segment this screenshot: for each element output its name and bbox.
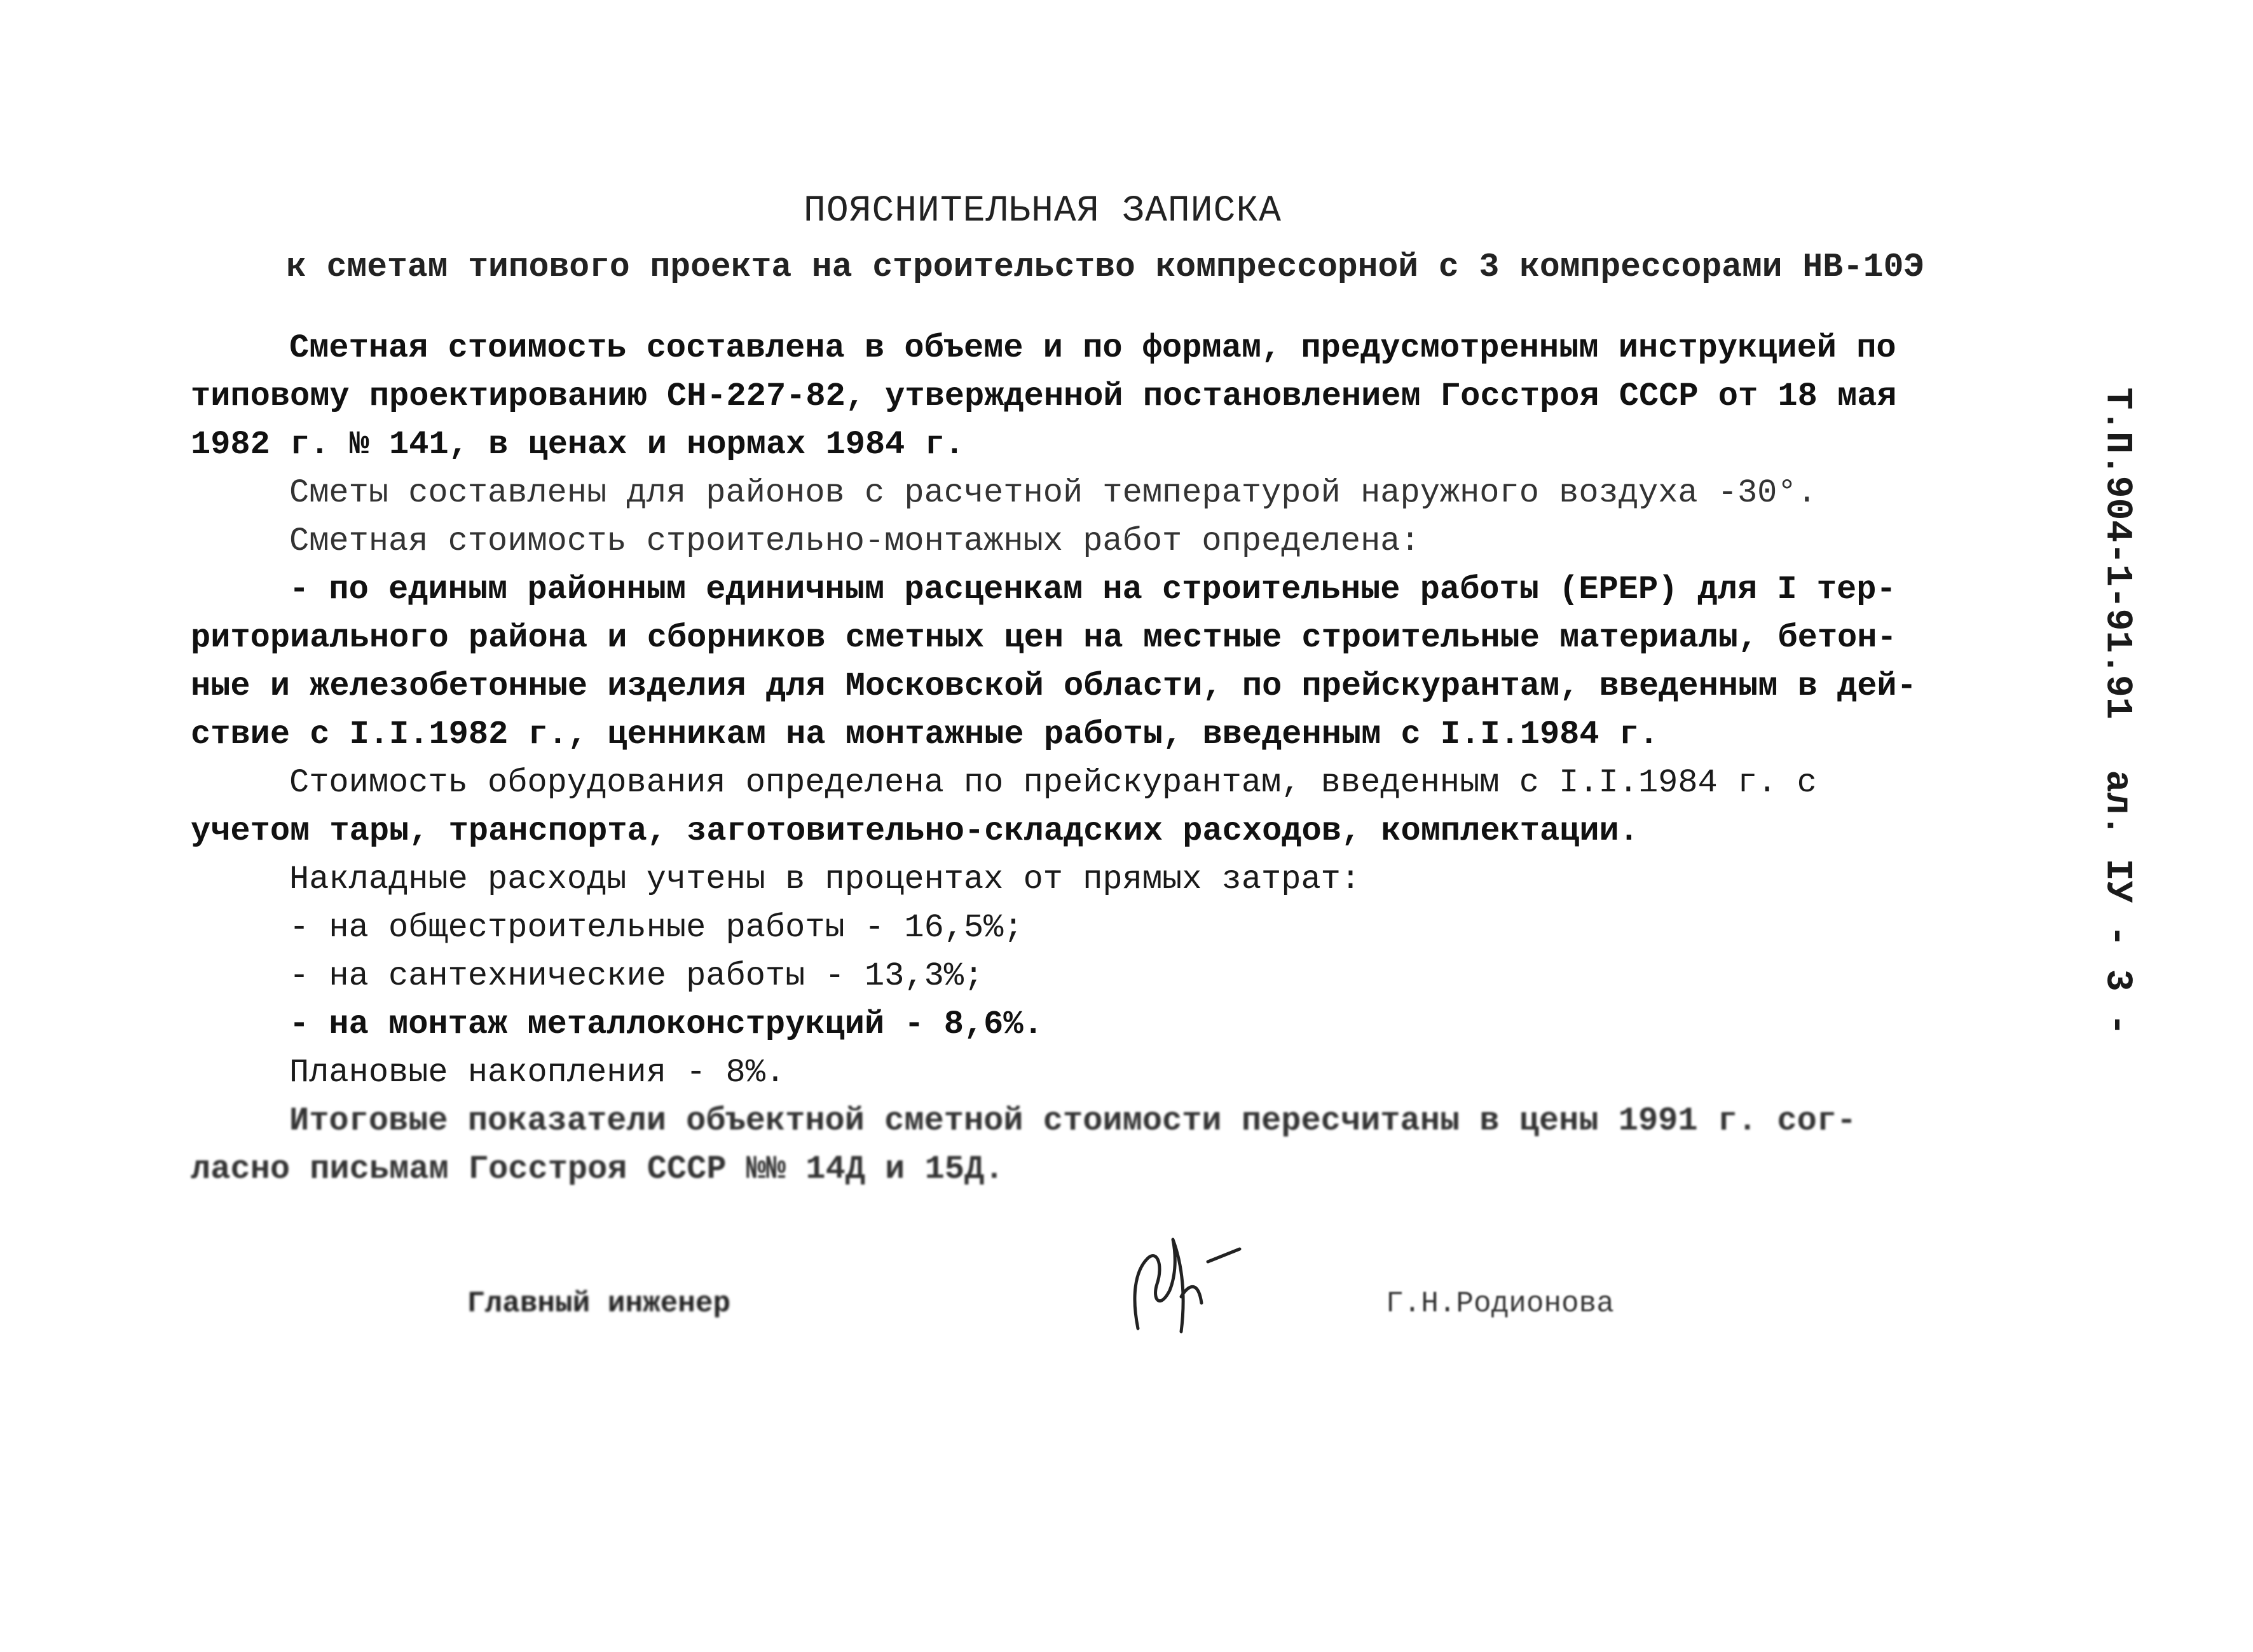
- body-line: Стоимость оборудования определена по прейскурантам, введенным с I.I.1984 г. с: [289, 764, 1817, 802]
- project-code-text: Т.П.904-1-91.91: [2096, 386, 2138, 720]
- body-line: - на сантехнические работы - 13,3%;: [289, 957, 984, 995]
- signer-name: Г.Н.Родионова: [1386, 1287, 1614, 1320]
- side-sheet-number: [2088, 770, 2146, 1035]
- body-line: ные и железобетонные изделия для Московской области, по прейскурантам, введенным в дей-: [191, 667, 1917, 705]
- body-line: - на монтаж металлоконструкций - 8,6%.: [289, 1006, 1043, 1043]
- body-line: типовому проектированию СН-227-82, утвержденной постановлением Госстроя СССР от 18 мая: [191, 378, 1897, 415]
- body-line: Итоговые показатели объектной сметной стоимости пересчитаны в цены 1991 г. сог-: [289, 1102, 1857, 1140]
- signer-role: Главный инженер: [467, 1287, 731, 1320]
- body-line: Сметы составлены для районов с расчетной температурой наружного воздуха -30°.: [289, 474, 1817, 512]
- body-line: ствие с I.I.1982 г., ценникам на монтажные работы, введенным с I.I.1984 г.: [191, 716, 1659, 753]
- body-line: ласно письмам Госстроя СССР №№ 14Д и 15Д.: [191, 1150, 1004, 1188]
- document-title: ПОЯСНИТЕЛЬНАЯ ЗАПИСКА: [804, 191, 1282, 232]
- body-line: учетом тары, транспорта, заготовительно-складских расходов, комплектации.: [191, 812, 1639, 850]
- sheet-number-text: ал. IУ - 3 -: [2096, 770, 2138, 1035]
- body-line: Плановые накопления - 8%.: [289, 1054, 786, 1091]
- body-line: - на общестроительные работы - 16,5%;: [289, 909, 1024, 946]
- body-line: 1982 г. № 141, в ценах и нормах 1984 г.: [191, 426, 964, 463]
- body-line: - по единым районным единичным расценкам на строительные работы (ЕРЕР) для I тер-: [289, 571, 1896, 608]
- side-project-code: [2088, 386, 2146, 720]
- body-line: риториального района и сборников сметных цен на местные строительные материалы, бетон-: [191, 619, 1897, 657]
- document-body: [191, 324, 1917, 1194]
- handwritten-signature: [1113, 1220, 1265, 1348]
- body-line: Сметная стоимость составлена в объеме и по формам, предусмотренным инструкцией по: [289, 329, 1896, 367]
- body-line: Накладные расходы учтены в процентах от прямых затрат:: [289, 861, 1361, 898]
- document-subtitle: к сметам типового проекта на строительство компрессорной с 3 компрессорами НВ-10Э: [286, 248, 1924, 286]
- body-line: Сметная стоимость строительно-монтажных работ определена:: [289, 522, 1420, 560]
